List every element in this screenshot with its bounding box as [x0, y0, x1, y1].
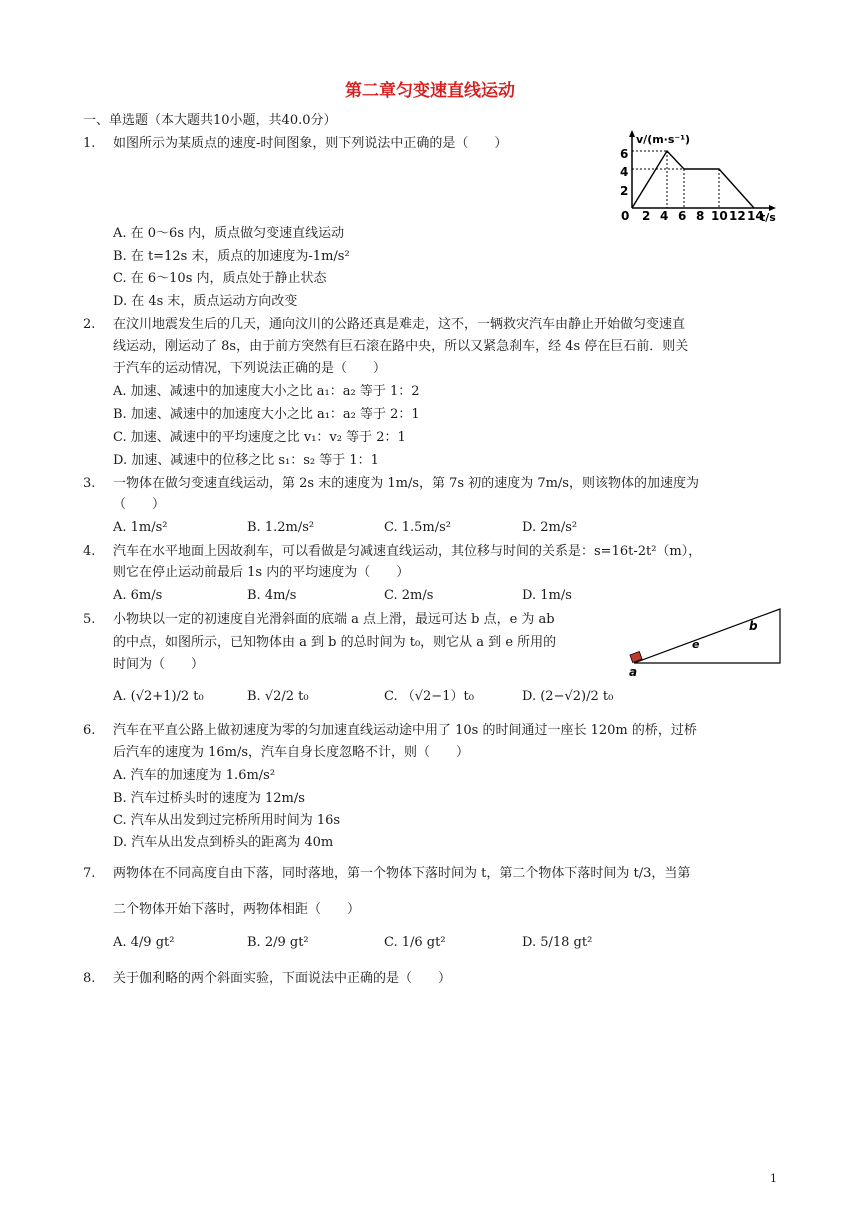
option-c[interactable]: C. 1/6 gt² [384, 935, 446, 950]
y-tick-label: 4 [620, 165, 629, 179]
velocity-time-graph [612, 128, 782, 223]
section-heading: 一、单选题（本大题共10小题，共40.0分） [83, 113, 337, 128]
question-stem-line: 线运动，刚运动了 8s，由于前方突然有巨石滚在路中央，所以又紧急刹车，经 4s 停在巨石前．则关 [113, 339, 689, 354]
point-a-label: a [629, 665, 638, 679]
question-number: 4. [83, 544, 96, 559]
question-number: 6. [83, 723, 96, 738]
question-stem-line: 后汽车的速度为 16m/s，汽车自身长度忽略不计，则（ ） [113, 745, 470, 760]
question-stem-line: 小物块以一定的初速度自光滑斜面的底端 a 点上滑，最远可达 b 点，e 为 ab [113, 612, 555, 627]
y-tick-label: 2 [620, 184, 629, 198]
option-d[interactable]: D. 2m/s² [522, 520, 578, 535]
option-d[interactable]: D. (2−√2)/2 t₀ [522, 689, 614, 704]
question-number: 5. [83, 612, 96, 627]
x-tick-label: 4 [660, 209, 669, 223]
option-d[interactable]: D. 5/18 gt² [522, 935, 593, 950]
option-d[interactable]: D. 在 4s 末，质点运动方向改变 [113, 294, 298, 309]
option-b[interactable]: B. 2/9 gt² [247, 935, 309, 950]
x-tick-label: 2 [642, 209, 651, 223]
y-tick-label: 6 [620, 147, 629, 161]
question-stem-line: 汽车在平直公路上做初速度为零的匀加速直线运动途中用了 10s 的时间通过一座长 120m 的桥，过桥 [113, 723, 697, 738]
x-tick-label: 6 [678, 209, 687, 223]
velocity-line [632, 151, 754, 208]
option-a[interactable]: A. (√2+1)/2 t₀ [113, 689, 204, 704]
option-d[interactable]: D. 加速、减速中的位移之比 s₁：s₂ 等于 1：1 [113, 453, 379, 468]
x-tick-label: 0 [621, 209, 630, 223]
page-number: 1 [770, 1172, 777, 1185]
incline-triangle [634, 609, 780, 663]
question-stem-line: 关于伽利略的两个斜面实验，下面说法中正确的是（ ） [113, 971, 452, 986]
option-b[interactable]: B. 汽车过桥头时的速度为 12m/s [113, 791, 305, 806]
option-c[interactable]: C. 1.5m/s² [384, 520, 452, 535]
option-b[interactable]: B. 1.2m/s² [247, 520, 315, 535]
option-c[interactable]: C. 在 6～10s 内，质点处于静止状态 [113, 271, 327, 286]
question-stem-line: 汽车在水平地面上因故刹车，可以看做是匀减速直线运动，其位移与时间的关系是：s=16t-2t²（m）， [113, 544, 702, 559]
x-tick-label: 14 [747, 209, 764, 223]
option-a[interactable]: A. 1m/s² [113, 520, 168, 535]
option-a[interactable]: A. 汽车的加速度为 1.6m/s² [113, 768, 276, 783]
question-number: 7. [83, 866, 96, 881]
question-number: 1. [83, 136, 96, 151]
question-stem-line: 一物体在做匀变速直线运动，第 2s 末的速度为 1m/s，第 7s 初的速度为 7m/s，则该物体的加速度为 [113, 476, 699, 491]
option-b[interactable]: B. √2/2 t₀ [247, 689, 309, 704]
option-c[interactable]: C. 2m/s [384, 588, 434, 603]
option-c[interactable]: C. （√2−1）t₀ [384, 689, 474, 704]
question-number: 2. [83, 317, 96, 332]
question-stem-line: 时间为（ ） [113, 657, 205, 672]
question-stem-line: 于汽车的运动情况，下列说法正确的是（ ） [113, 361, 387, 376]
point-e-label: e [692, 638, 700, 651]
option-c[interactable]: C. 汽车从出发到过完桥所用时间为 16s [113, 813, 341, 828]
incline-diagram [626, 603, 786, 679]
question-stem-line: 二个物体开始下落时，两物体相距（ ） [113, 902, 361, 917]
x-axis-label: t/s [760, 211, 776, 223]
option-d[interactable]: D. 汽车从出发点到桥头的距离为 40m [113, 835, 334, 850]
option-a[interactable]: A. 6m/s [113, 588, 163, 603]
option-b[interactable]: B. 在 t=12s 末，质点的加速度为-1m/s² [113, 249, 350, 264]
question-stem-line: 则它在停止运动前最后 1s 内的平均速度为（ ） [113, 565, 410, 580]
question-stem-line: 两物体在不同高度自由下落，同时落地，第一个物体下落时间为 t，第二个物体下落时间为 t/3，当第 [113, 866, 691, 881]
option-d[interactable]: D. 1m/s [522, 588, 572, 603]
x-tick-label: 10 [711, 209, 728, 223]
question-number: 8. [83, 971, 96, 986]
option-a[interactable]: A. 4/9 gt² [113, 935, 175, 950]
x-tick-label: 12 [729, 209, 746, 223]
option-c[interactable]: C. 加速、减速中的平均速度之比 v₁：v₂ 等于 2：1 [113, 430, 406, 445]
question-number: 3. [83, 476, 96, 491]
option-a[interactable]: A. 加速、减速中的加速度大小之比 a₁：a₂ 等于 1：2 [113, 384, 420, 399]
y-axis-arrow [629, 130, 635, 137]
point-b-label: b [749, 619, 758, 633]
option-b[interactable]: B. 加速、减速中的加速度大小之比 a₁：a₂ 等于 2：1 [113, 407, 420, 422]
question-stem: 如图所示为某质点的速度-时间图象，则下列说法中正确的是（ ） [113, 136, 508, 151]
page-title: 第二章匀变速直线运动 [345, 81, 515, 101]
option-a[interactable]: A. 在 0～6s 内，质点做匀变速直线运动 [113, 226, 345, 241]
y-axis-label: v/(m·s⁻¹) [636, 133, 691, 146]
question-stem-line: 在汶川地震发生后的几天，通向汶川的公路还真是难走，这不，一辆救灾汽车由静止开始做匀变速直 [113, 317, 686, 332]
option-b[interactable]: B. 4m/s [247, 588, 297, 603]
question-stem-line: 的中点，如图所示，已知物体由 a 到 b 的总时间为 t₀，则它从 a 到 e 所用的 [113, 635, 557, 650]
question-stem-line: （ ） [113, 497, 166, 512]
x-tick-label: 8 [696, 209, 705, 223]
